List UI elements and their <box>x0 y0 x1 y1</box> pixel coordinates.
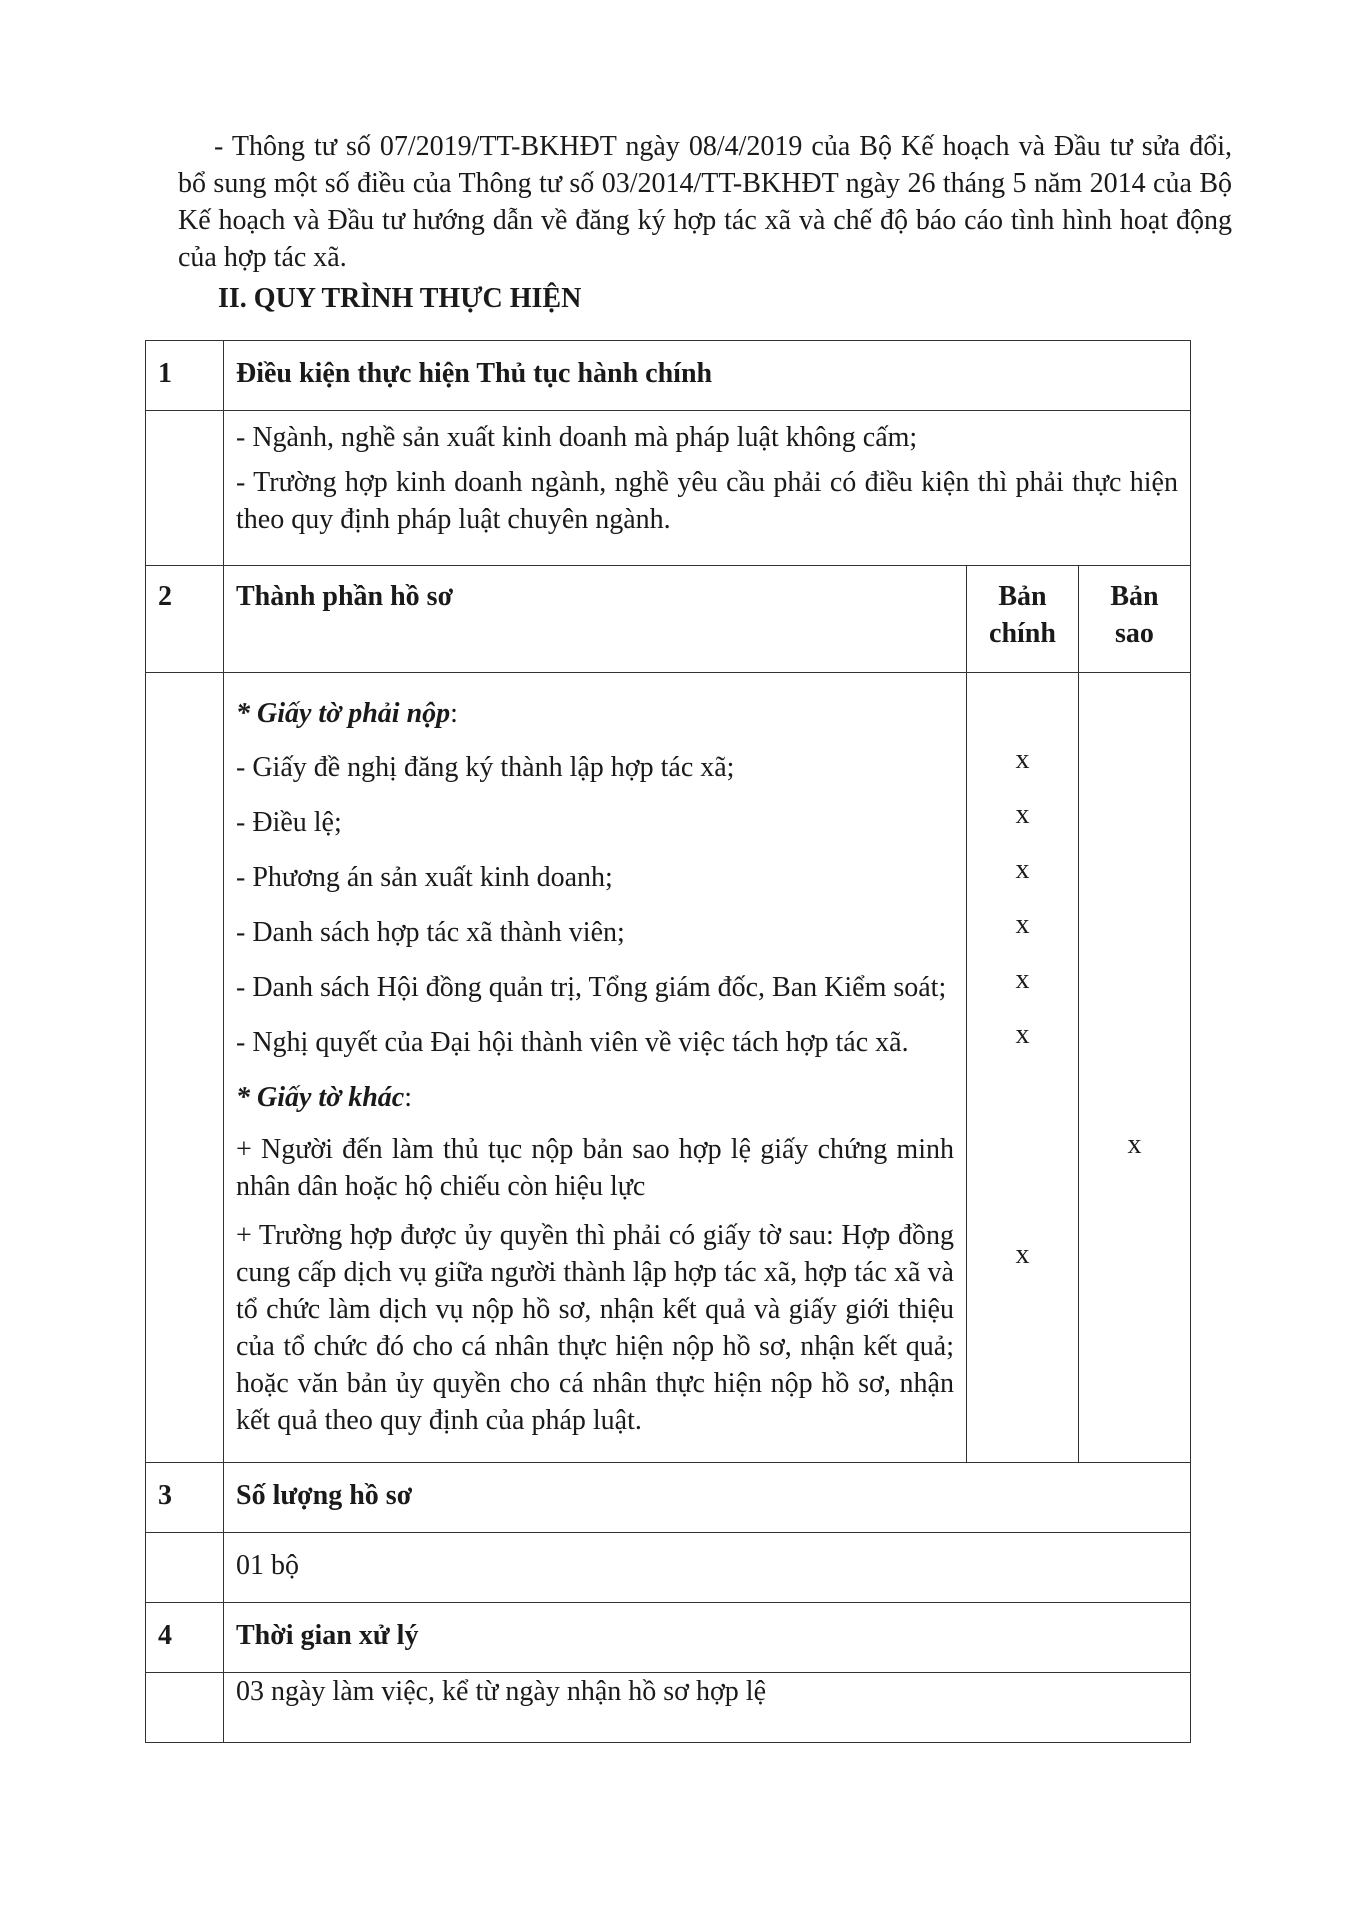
section-heading: Điều kiện thực hiện Thủ tục hành chính <box>224 341 1191 411</box>
original-mark: x <box>1015 1239 1030 1270</box>
conditions-cell <box>224 411 1191 566</box>
intro-text: - Thông tư số 07/2019/TT-BKHĐT ngày 08/4/2019 của Bộ Kế hoạch và Đầu tư sửa đổi, bổ sung một số điều của Thông tư số 03/2014/TT-BKHĐT ngày 26 tháng 5 năm 2014 của Bộ Kế hoạch và Đầu tư hướng dẫn về đăng ký hợp tác xã và chế độ báo cáo tình hình hoạt động của hợp tác xã. <box>178 131 1232 273</box>
original-mark: x <box>1015 909 1030 940</box>
section-title: II. QUY TRÌNH THỰC HIỆN <box>218 283 582 314</box>
empty-cell <box>146 1533 224 1603</box>
quantity-value: 01 bộ <box>224 1533 1191 1603</box>
original-mark: x <box>1015 744 1030 775</box>
copy-mark: x <box>1127 1129 1142 1160</box>
original-mark <box>967 1126 1078 1236</box>
original-marks-cell <box>966 673 1078 1463</box>
empty-cell <box>146 673 224 1463</box>
section-number: 4 <box>146 1603 224 1673</box>
section-4-content-row <box>146 1673 1191 1743</box>
other-heading-text: * Giấy tờ khác <box>236 1082 405 1113</box>
section-heading: Thành phần hồ sơ <box>224 566 967 673</box>
procedure-table <box>145 340 1191 1743</box>
document-item: + Người đến làm thủ tục nộp bản sao hợp lệ giấy chứng minh nhân dân hoặc hộ chiếu còn hiệu lực <box>236 1134 954 1202</box>
condition-item: - Trường hợp kinh doanh ngành, nghề yêu cầu phải có điều kiện thì phải thực hiện theo quy định pháp luật chuyên ngành. <box>236 467 1178 535</box>
required-heading: * Giấy tờ phải nộp: <box>236 698 458 729</box>
column-header-copy <box>1078 566 1190 673</box>
original-mark: x <box>1015 1019 1030 1050</box>
document-item: - Điều lệ; <box>236 807 342 838</box>
copy-mark <box>1079 1236 1190 1273</box>
document-item: - Phương án sản xuất kinh doanh; <box>236 862 613 893</box>
documents-cell <box>224 673 967 1463</box>
section-number: 1 <box>146 341 224 411</box>
spacer <box>967 1071 1078 1126</box>
intro-paragraph <box>178 128 1232 276</box>
document-item: - Danh sách hợp tác xã thành viên; <box>236 917 625 948</box>
section-number: 2 <box>146 566 224 673</box>
document-item: - Nghị quyết của Đại hội thành viên về việc tách hợp tác xã. <box>236 1027 909 1058</box>
section-2-content-row <box>146 673 1191 1463</box>
original-mark: x <box>1015 854 1030 885</box>
empty-cell <box>146 411 224 566</box>
spacer <box>1079 741 1190 1071</box>
required-heading-text: * Giấy tờ phải nộp <box>236 698 451 729</box>
column-header-line: chính <box>989 618 1056 649</box>
section-3-header-row <box>146 1463 1191 1533</box>
section-3-content-row <box>146 1533 1191 1603</box>
document-item: - Giấy đề nghị đăng ký thành lập hợp tác xã; <box>236 752 735 783</box>
original-mark: x <box>1015 799 1030 830</box>
document-item: - Danh sách Hội đồng quản trị, Tổng giám đốc, Ban Kiểm soát; <box>236 972 947 1003</box>
empty-cell <box>146 1673 224 1743</box>
column-header-line: Bản <box>1110 581 1159 612</box>
condition-item: - Ngành, nghề sản xuất kinh doanh mà pháp luật không cấm; <box>236 422 918 453</box>
section-4-header-row <box>146 1603 1191 1673</box>
section-2-header-row <box>146 566 1191 673</box>
column-header-original <box>966 566 1078 673</box>
spacer <box>1079 1071 1190 1126</box>
section-heading: Số lượng hồ sơ <box>224 1463 1191 1533</box>
section-1-header-row <box>146 341 1191 411</box>
processing-time-value: 03 ngày làm việc, kể từ ngày nhận hồ sơ hợp lệ <box>224 1673 1191 1743</box>
column-header-line: Bản <box>998 581 1047 612</box>
section-heading: Thời gian xử lý <box>224 1603 1191 1673</box>
copy-marks-cell <box>1078 673 1190 1463</box>
section-1-content-row <box>146 411 1191 566</box>
column-header-line: sao <box>1115 618 1154 649</box>
original-mark: x <box>1015 964 1030 995</box>
other-heading: * Giấy tờ khác: <box>236 1082 413 1113</box>
document-item: + Trường hợp được ủy quyền thì phải có giấy tờ sau: Hợp đồng cung cấp dịch vụ giữa người thành lập hợp tác xã, hợp tác xã và tổ chức làm dịch vụ nộp hồ sơ, nhận kết quả và giấy giới thiệu của tổ chức đó cho cá nhân thực hiện nộp hồ sơ, nhận kết quả; hoặc văn bản ủy quyền cho cá nhân thực hiện nộp hồ sơ, nhận kết quả theo quy định của pháp luật. <box>236 1220 954 1436</box>
section-number: 3 <box>146 1463 224 1533</box>
